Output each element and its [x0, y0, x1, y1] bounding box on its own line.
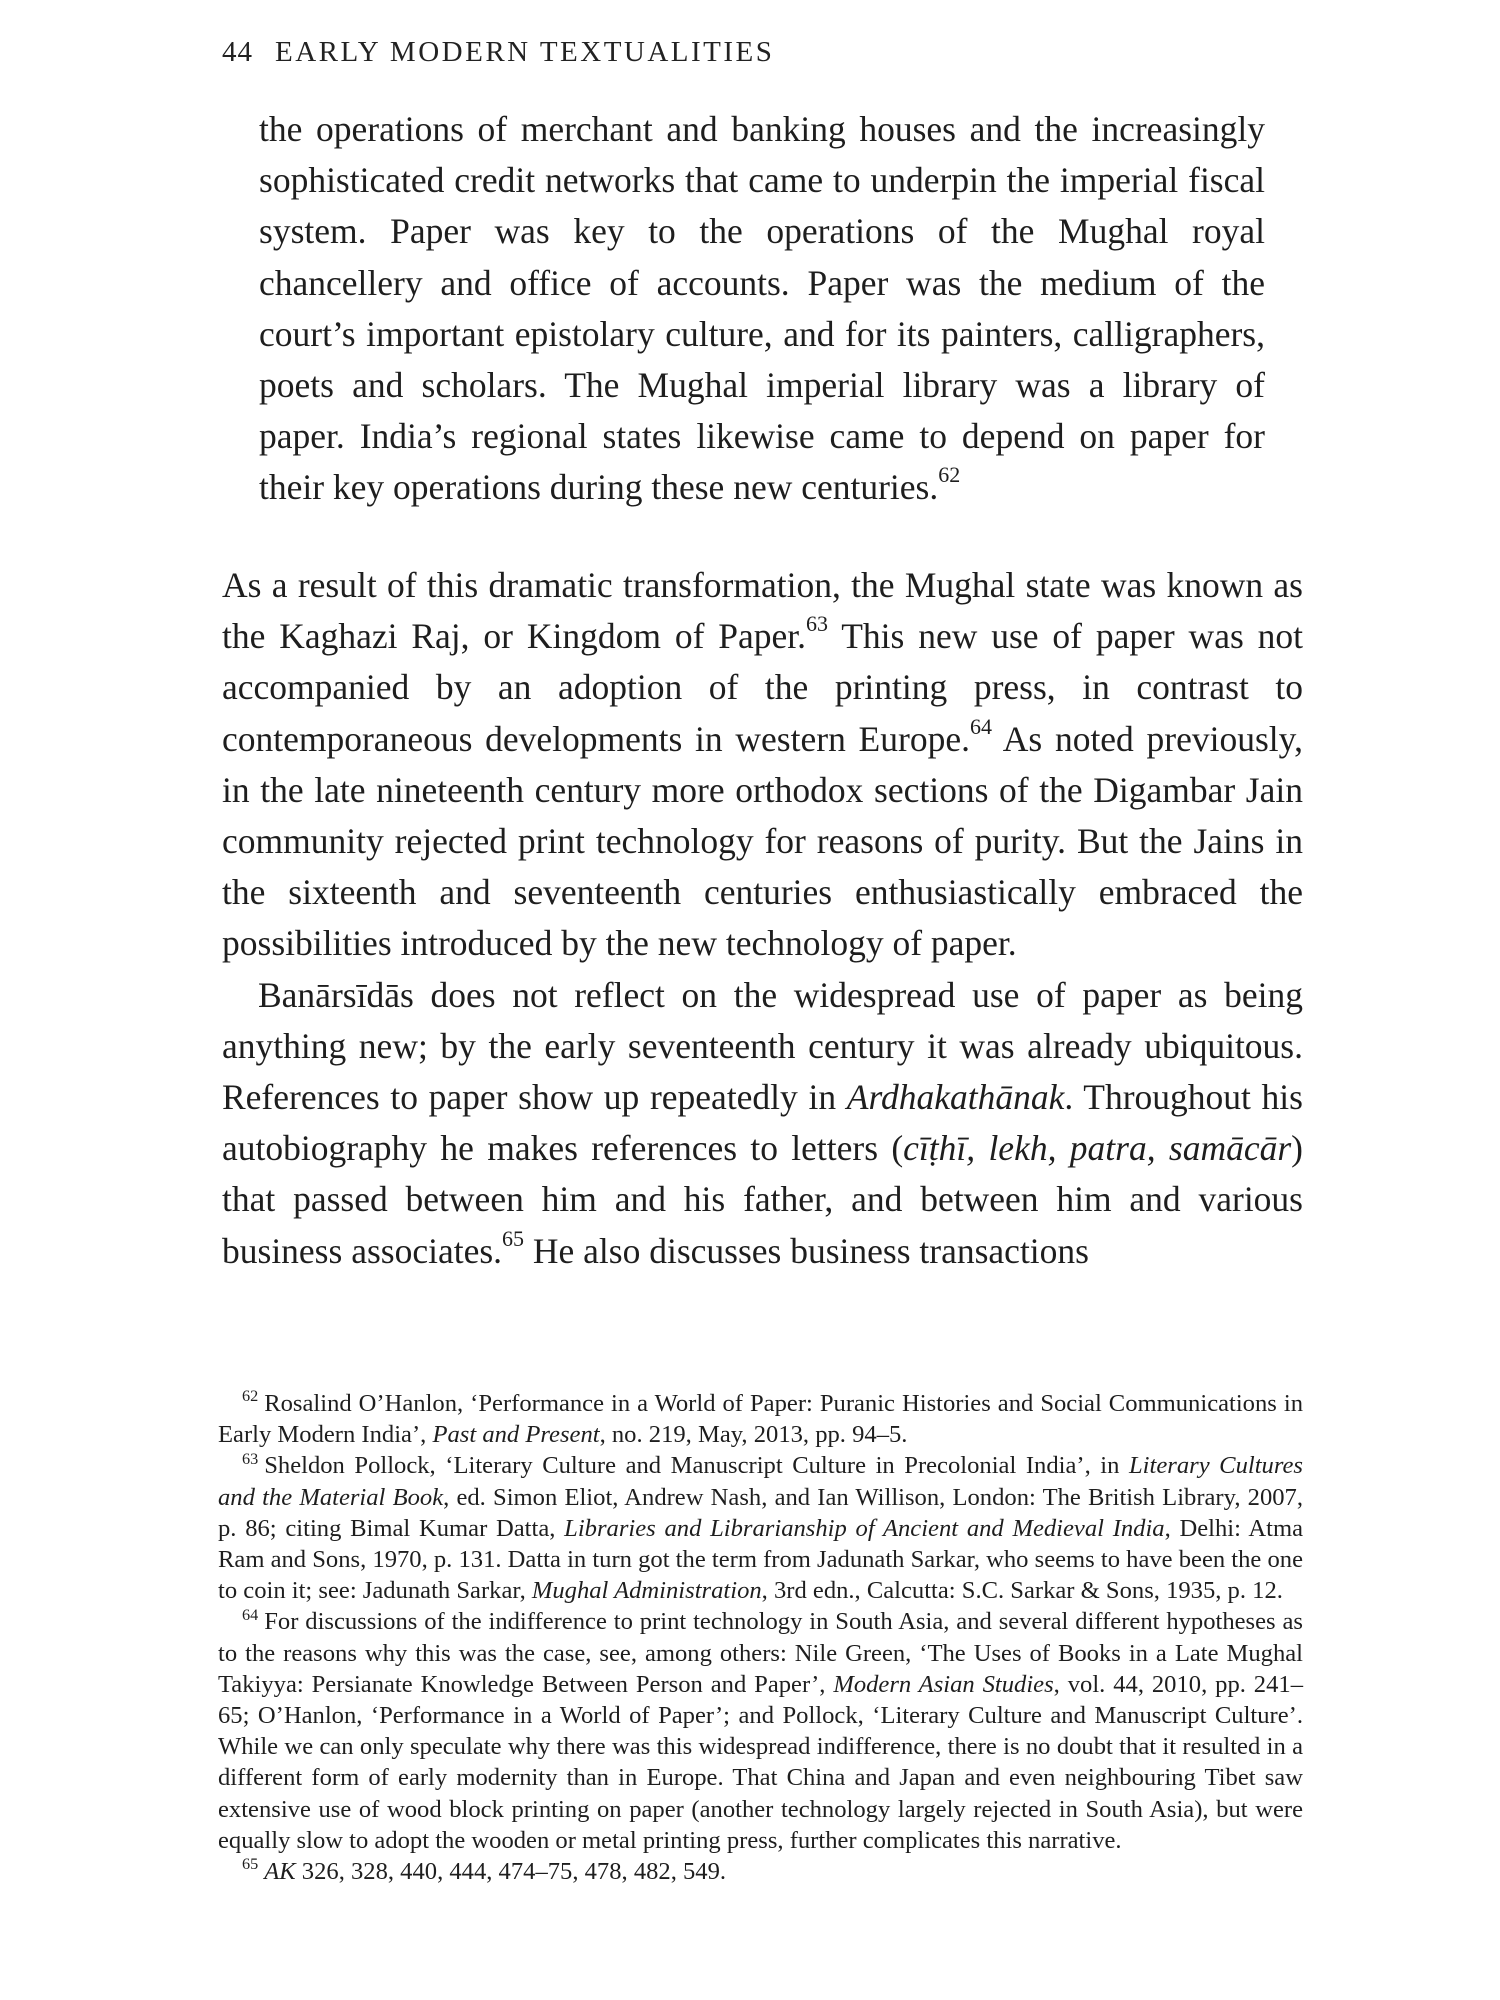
footnote-number: 65: [242, 1855, 259, 1874]
paragraph-1-text-1: As a result of this dramatic transformation, the Mughal state was known as the Kaghazi Raj, or Kingdom of Paper.: [222, 565, 1303, 657]
paragraph-2-text-3: ) that passed between him and his father, and between him and various business associates.: [222, 1128, 1303, 1271]
footnote-text: , vol. 44, 2010, pp. 241–65; O’Hanlon, ‘Performance in a World of Paper’; and Pollock, ‘Literary Culture and Manuscript Culture’. While we can only speculate why there was this widespread indifference, there is no doubt that it resulted in a different form of early modernity than in Europe. That China and Japan and even neighbouring Tibet saw extensive use of wood block printing on paper (another technology largely rejected in South Asia), but were equally slow to adopt the wooden or metal printing press, further complicates this narrative.: [218, 1670, 1303, 1854]
letter-terms: cīṭhī, lekh, patra, samācār: [903, 1128, 1292, 1169]
paragraph-2-text-2: . Throughout his autobiography he makes references to letters (: [222, 1077, 1303, 1169]
footnote-italic: Literary Cultures and the Material Book: [218, 1452, 1303, 1511]
footnote-62: [218, 1388, 1303, 1450]
block-quote-text: the operations of merchant and banking houses and the increasingly sophisticated credit networks that came to underpin the imperial fiscal system. Paper was key to the operations of the Mughal royal chancellery and office of accounts. Paper was the medium of the court’s important epistolary culture, and for its painters, calligraphers, poets and scholars. The Mughal imperial library was a library of paper. India’s regional states likewise came to depend on paper for their key operations during these new centuries.: [259, 109, 1265, 508]
footnote-ref-64[interactable]: 64: [969, 713, 992, 739]
paragraph-2-text-4: He also discusses business transactions: [524, 1230, 1089, 1271]
footnote-text: , no. 219, May, 2013, pp. 94–5.: [599, 1421, 908, 1449]
footnote-text: , Delhi: Atma Ram and Sons, 1970, p. 131. Datta in turn got the term from Jadunath Sarkar, who seems to have been the one to coin it; see: Jadunath Sarkar,: [218, 1514, 1304, 1605]
footnote-63: [218, 1450, 1303, 1606]
footnote-italic: Mughal Administration: [531, 1577, 762, 1605]
footnote-text: , ed. Simon Eliot, Andrew Nash, and Ian Willison, London: The British Library, 2007, p. 86; citing Bimal Kumar Datta,: [218, 1483, 1303, 1542]
work-title: Ardhakathānak: [846, 1077, 1065, 1118]
footnote-italic: Past and Present: [432, 1421, 600, 1449]
paragraph-1-text-2: This new use of paper was not accompanied by an adoption of the printing press, in contrast to contemporaneous developments in western Europe.: [222, 616, 1303, 759]
running-title: EARLY MODERN TEXTUALITIES: [275, 36, 775, 68]
paragraph-2-text-1: Banārsīdās does not reflect on the widespread use of paper as being anything new; by the early seventeenth century it was already ubiquitous. References to paper show up repeatedly in: [222, 974, 1303, 1118]
footnote-number: 63: [242, 1449, 259, 1468]
footnote-65: [218, 1856, 1303, 1887]
footnote-number: 64: [242, 1605, 259, 1624]
running-header: [222, 36, 774, 69]
footnote-italic: Libraries and Librarianship of Ancient and Medieval India: [564, 1514, 1165, 1542]
footnote-64: [218, 1606, 1303, 1856]
footnote-text: , 3rd edn., Calcutta: S.C. Sarkar & Sons, 1935, p. 12.: [761, 1577, 1283, 1605]
footnote-italic: AK: [264, 1858, 296, 1886]
body-text: [222, 560, 1303, 1277]
paragraph-1: [222, 560, 1303, 970]
footnote-number: 62: [242, 1387, 259, 1406]
footnotes: [218, 1388, 1303, 1887]
paragraph-2: [222, 970, 1303, 1277]
footnote-text: For discussions of the indifference to print technology in South Asia, and several different hypotheses as to the reasons why this was the case, see, among others: Nile Green, ‘The Uses of Books in a Late Mughal Takiyya: Persianate Knowledge Between Person and Paper’,: [218, 1608, 1303, 1698]
footnote-italic: Modern Asian Studies: [833, 1670, 1054, 1698]
footnote-ref-62[interactable]: 62: [938, 462, 961, 488]
block-quote: [259, 104, 1265, 514]
footnote-text: Sheldon Pollock, ‘Literary Culture and Manuscript Culture in Precolonial India’, in: [264, 1452, 1129, 1480]
footnote-text: Rosalind O’Hanlon, ‘Performance in a World of Paper: Puranic Histories and Social Communications in Early Modern India’,: [218, 1390, 1303, 1449]
footnote-text: 326, 328, 440, 444, 474–75, 478, 482, 549.: [295, 1858, 727, 1886]
footnote-ref-65[interactable]: 65: [502, 1225, 525, 1251]
footnote-ref-63[interactable]: 63: [806, 611, 829, 637]
paragraph-1-text-3: As noted previously, in the late nineteenth century more orthodox sections of the Digambar Jain community rejected print technology for reasons of purity. But the Jains in the sixteenth and seventeenth centuries enthusiastically embraced the possibilities introduced by the new technology of paper.: [222, 718, 1303, 964]
page-number: 44: [222, 36, 253, 68]
